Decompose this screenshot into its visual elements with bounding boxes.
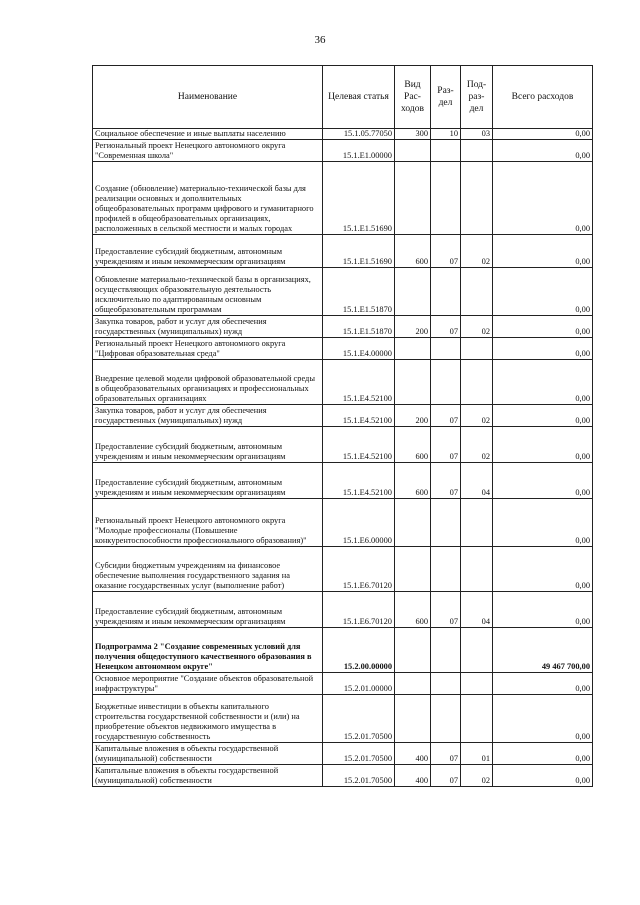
table-body (93, 129, 593, 787)
table-header-row (93, 66, 593, 129)
row-name: Закупка товаров, работ и услуг для обеспечения государственных (муниципальных) нужд (93, 316, 323, 338)
table-row (93, 499, 593, 547)
row-article: 15.1.E4.52100 (323, 405, 395, 427)
table-row (93, 162, 593, 235)
row-section: 07 (431, 235, 461, 268)
row-name: Подпрограмма 2 "Создание современных условий для получения общедоступного качественного образования в Ненецком автономном округе" (93, 628, 323, 673)
table-row (93, 547, 593, 592)
row-expense-type: 400 (395, 743, 431, 765)
row-name: Внедрение целевой модели цифровой образовательной среды в общеобразовательных организациях и профессиональных образовательных организациях (93, 360, 323, 405)
row-expense-type (395, 162, 431, 235)
row-expense-type: 600 (395, 592, 431, 628)
row-name: Закупка товаров, работ и услуг для обеспечения государственных (муниципальных) нужд (93, 405, 323, 427)
row-subsection (461, 338, 493, 360)
table-row (93, 695, 593, 743)
row-article: 15.2.01.70500 (323, 743, 395, 765)
row-subsection (461, 628, 493, 673)
row-section: 07 (431, 463, 461, 499)
row-section: 07 (431, 405, 461, 427)
header-article: Целевая статья (323, 66, 395, 129)
table-row (93, 427, 593, 463)
header-section: Раз- дел (431, 66, 461, 129)
row-name: Капитальные вложения в объекты государственной (муниципальной) собственности (93, 743, 323, 765)
row-article: 15.1.E4.00000 (323, 338, 395, 360)
row-section (431, 547, 461, 592)
row-expense-type (395, 268, 431, 316)
row-section (431, 628, 461, 673)
row-subsection (461, 499, 493, 547)
row-name: Предоставление субсидий бюджетным, автономным учреждениям и иным некоммерческим организациям (93, 235, 323, 268)
row-expense-type: 300 (395, 129, 431, 140)
row-name: Региональный проект Ненецкого автономного округа "Цифровая образовательная среда" (93, 338, 323, 360)
row-article: 15.1.E1.51690 (323, 162, 395, 235)
row-total: 0,00 (493, 129, 593, 140)
row-total: 0,00 (493, 547, 593, 592)
row-total: 0,00 (493, 316, 593, 338)
row-subsection: 02 (461, 316, 493, 338)
row-total: 0,00 (493, 338, 593, 360)
row-name: Предоставление субсидий бюджетным, автономным учреждениям и иным некоммерческим организациям (93, 427, 323, 463)
table-row (93, 592, 593, 628)
table-row (93, 235, 593, 268)
row-expense-type (395, 628, 431, 673)
row-expense-type: 200 (395, 316, 431, 338)
table-row (93, 316, 593, 338)
row-article: 15.1.E6.00000 (323, 499, 395, 547)
header-total: Всего расходов (493, 66, 593, 129)
row-article: 15.1.E4.52100 (323, 427, 395, 463)
row-total: 0,00 (493, 427, 593, 463)
row-article: 15.1.E1.51870 (323, 316, 395, 338)
row-section (431, 140, 461, 162)
row-expense-type (395, 673, 431, 695)
row-name: Социальное обеспечение и иные выплаты населению (93, 129, 323, 140)
row-subsection (461, 360, 493, 405)
row-subsection: 02 (461, 235, 493, 268)
table-row (93, 673, 593, 695)
row-total: 0,00 (493, 235, 593, 268)
row-section: 07 (431, 743, 461, 765)
row-name: Предоставление субсидий бюджетным, автономным учреждениям и иным некоммерческим организациям (93, 592, 323, 628)
row-total: 0,00 (493, 673, 593, 695)
row-total: 0,00 (493, 360, 593, 405)
row-expense-type: 200 (395, 405, 431, 427)
row-expense-type: 600 (395, 463, 431, 499)
row-expense-type: 600 (395, 427, 431, 463)
table-row (93, 129, 593, 140)
table-row (93, 338, 593, 360)
row-total: 0,00 (493, 499, 593, 547)
header-subsection: Под- раз- дел (461, 66, 493, 129)
row-subsection (461, 695, 493, 743)
row-total: 0,00 (493, 162, 593, 235)
row-article: 15.2.00.00000 (323, 628, 395, 673)
row-section (431, 162, 461, 235)
row-section: 07 (431, 592, 461, 628)
row-subsection (461, 268, 493, 316)
row-article: 15.1.E4.52100 (323, 360, 395, 405)
table-row (93, 463, 593, 499)
row-name: Обновление материально-технической базы в организациях, осуществляющих образовательную деятельность исключительно по адаптированным основным общеобразовательным программам (93, 268, 323, 316)
row-section: 07 (431, 427, 461, 463)
row-article: 15.1.E6.70120 (323, 547, 395, 592)
row-expense-type: 400 (395, 765, 431, 787)
row-subsection (461, 547, 493, 592)
row-article: 15.1.E6.70120 (323, 592, 395, 628)
row-article: 15.2.01.00000 (323, 673, 395, 695)
row-subsection: 03 (461, 129, 493, 140)
row-name: Создание (обновление) материально-технической базы для реализации основных и дополнительных общеобразовательных программ цифрового и гуманитарного профилей в общеобразовательных организациях, расположенных в сельской местности и малых городах (93, 162, 323, 235)
row-subsection: 02 (461, 405, 493, 427)
row-name: Бюджетные инвестиции в объекты капитального строительства государственной собственности и (или) на приобретение объектов недвижимого имущества в государственную собственность (93, 695, 323, 743)
row-total: 0,00 (493, 695, 593, 743)
row-total: 0,00 (493, 405, 593, 427)
row-name: Субсидии бюджетным учреждениям на финансовое обеспечение выполнения государственного задания на оказание государственных услуг (выполнение работ) (93, 547, 323, 592)
row-subsection: 04 (461, 463, 493, 499)
row-section (431, 338, 461, 360)
row-article: 15.1.E1.51870 (323, 268, 395, 316)
row-section (431, 673, 461, 695)
row-total: 0,00 (493, 592, 593, 628)
row-article: 15.2.01.70500 (323, 765, 395, 787)
row-expense-type (395, 499, 431, 547)
row-expense-type: 600 (395, 235, 431, 268)
expenditure-table (92, 65, 593, 787)
row-expense-type (395, 338, 431, 360)
row-subsection (461, 673, 493, 695)
row-section (431, 499, 461, 547)
row-expense-type (395, 140, 431, 162)
row-subsection: 02 (461, 765, 493, 787)
row-article: 15.1.05.77050 (323, 129, 395, 140)
page-number: 36 (314, 34, 326, 46)
row-section (431, 360, 461, 405)
header-name: Наименование (93, 66, 323, 129)
row-expense-type (395, 547, 431, 592)
table-row (93, 765, 593, 787)
row-expense-type (395, 360, 431, 405)
row-name: Предоставление субсидий бюджетным, автономным учреждениям и иным некоммерческим организациям (93, 463, 323, 499)
row-name: Региональный проект Ненецкого автономного округа "Современная школа" (93, 140, 323, 162)
row-section (431, 268, 461, 316)
row-total: 49 467 700,00 (493, 628, 593, 673)
row-subsection: 04 (461, 592, 493, 628)
table-row (93, 405, 593, 427)
table-row (93, 628, 593, 673)
row-section: 07 (431, 765, 461, 787)
table-row (93, 140, 593, 162)
row-name: Основное мероприятие "Создание объектов образовательной инфраструктуры" (93, 673, 323, 695)
table-row (93, 743, 593, 765)
row-article: 15.2.01.70500 (323, 695, 395, 743)
row-name: Региональный проект Ненецкого автономного округа "Молодые профессионалы (Повышение конкурентоспособности профессионального образования)" (93, 499, 323, 547)
row-article: 15.1.E1.51690 (323, 235, 395, 268)
row-subsection: 02 (461, 427, 493, 463)
row-total: 0,00 (493, 268, 593, 316)
table-row (93, 360, 593, 405)
row-section: 10 (431, 129, 461, 140)
row-subsection (461, 162, 493, 235)
table-row (93, 268, 593, 316)
header-expense-type: Вид Рас- ходов (395, 66, 431, 129)
row-total: 0,00 (493, 463, 593, 499)
row-total: 0,00 (493, 140, 593, 162)
row-name: Капитальные вложения в объекты государственной (муниципальной) собственности (93, 765, 323, 787)
row-article: 15.1.E1.00000 (323, 140, 395, 162)
row-section (431, 695, 461, 743)
row-article: 15.1.E4.52100 (323, 463, 395, 499)
row-subsection: 01 (461, 743, 493, 765)
row-total: 0,00 (493, 743, 593, 765)
row-section: 07 (431, 316, 461, 338)
row-subsection (461, 140, 493, 162)
row-expense-type (395, 695, 431, 743)
row-total: 0,00 (493, 765, 593, 787)
